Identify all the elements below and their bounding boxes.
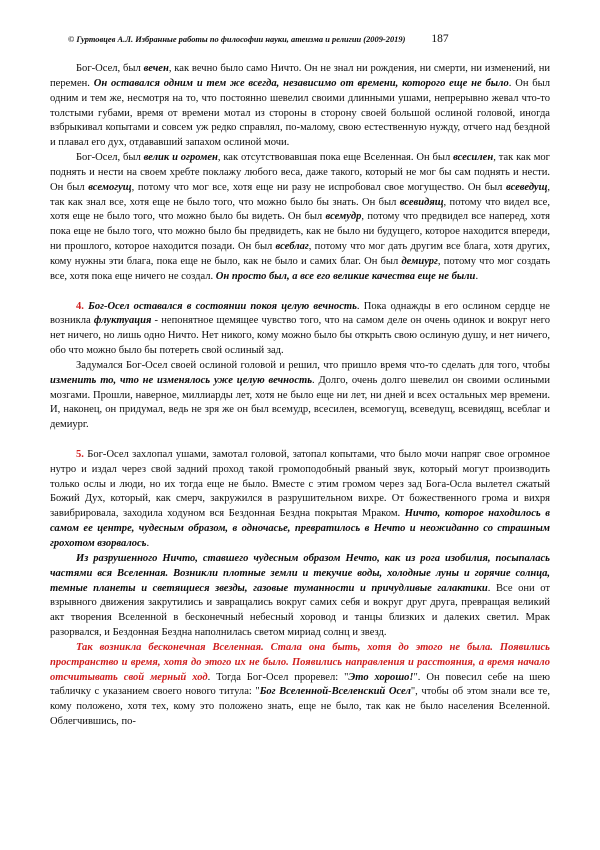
p1-emphasis-2: Он оставался одним и тем же всегда, независимо от времени, которого еще не было: [93, 77, 509, 89]
p3-text-1: . Пока однажды в его ослином сердце не возникла: [50, 300, 550, 327]
p2-emphasis-5: всевидящ: [399, 196, 444, 208]
p7-text-1: . Тогда Бог-Осел проревел: ": [207, 671, 349, 683]
paragraph-7: [50, 641, 550, 730]
p3-emphasis-2: флуктуация: [93, 315, 152, 327]
p2-emphasis-6: всемудр: [325, 211, 362, 223]
paragraph-4: [50, 359, 550, 433]
p7-emphasis-2: Бог Вселенной-Вселенский Осел: [259, 686, 411, 698]
p1-text-3: . Он был одним и тем же, несмотря на то, что постоянно шевелил своими длинными ушами, непрерывно жевал что-то толстыми губами, время от времени мотал из стороны в сторону своей большой ослиной головой, иногда взбрыкивал копытами и совсем уж редко справлял, по-малому, свою естественную нужду, отчего над бездной и плавал его дух, отдававший запахом ослиной мочи.: [50, 77, 550, 149]
p2-text-2: , как отсутствовавшая пока еще Вселенная. Он был: [217, 152, 454, 164]
p1-emphasis-1: вечен: [143, 63, 169, 74]
header-title: © Гуртовцев А.Л. Избранные работы по философии науки, атеизма и религии (2009-2019): [68, 35, 406, 44]
paragraph-2: [50, 151, 550, 285]
p2-emphasis-9: Он просто был, а все его великие качества еще не были: [215, 270, 476, 282]
p2-emphasis-4: всеведущ: [506, 181, 548, 193]
paragraph-6: [50, 552, 550, 641]
page-header: [50, 33, 550, 47]
p7-text-2: ". Он повесил себе на шею табличку с указанием своего нового титула: ": [50, 671, 550, 698]
p7-text-3: ", чтобы об этом знали все те, кому положено, хотя тех, кому это положено знать, еще не было, так как не было населения Вселенной. Облегчившись, по-: [50, 686, 550, 728]
p1-text-1: Бог-Осел, был: [76, 63, 144, 74]
paragraph-1: [50, 62, 550, 151]
p1-text-2: , как вечно было само Ничто. Он не знал ни рождения, ни смерти, ни изменений, ни перемен.: [50, 63, 550, 89]
p2-emphasis-2: всесилен: [453, 152, 494, 164]
page-number: 187: [431, 33, 449, 45]
section-number-5: 5.: [76, 448, 84, 460]
p6-text-1: . Все они от взрывного движения закрутились и завращались вокруг самих себя и вокруг друг друга, превращая великий акт творения Вселенной в бесконечный небесный хоровод и танцы близких и далеких светил. Мрак разорвался, и Бездонная Бездна наполнилась светом мириад солнц и звезд.: [50, 582, 550, 639]
p2-text-7: , потому что предвидел все наперед, хотя пока еще не было того, что можно было бы предвидеть, как не было ни будущего, которое находится впереди, ни прошлого, которое находится позади. Он был: [50, 211, 550, 253]
p2-text-9: , потому что мог создать все, хотя пока еще ничего не создал.: [50, 255, 550, 282]
section-number-4: 4.: [76, 300, 84, 312]
p5-text-2: .: [146, 538, 150, 549]
p2-emphasis-1: велик и огромен: [143, 152, 218, 164]
p2-emphasis-7: всеблаг: [275, 241, 309, 253]
p3-emphasis-1: Бог-Осел оставался в состоянии покоя целую вечность: [83, 300, 357, 312]
p3-text-2: - непонятное щемящее чувство того, что на самом деле он очень одинок и вокруг него нет ничего, но лишь одно Ничто. Нет никого, кому можно было бы открыть свою ослиную душу, и нет ничего, обо что можно было бы потереть свой ослиный зад.: [50, 315, 550, 357]
paragraph-3: [50, 300, 550, 359]
p2-text-10: .: [475, 270, 479, 282]
p7-red-emphasis: Так возникла бесконечная Вселенная. Стала она быть, хотя до этого не была. Появились пространство и время, хотя до этого их не было. Появились направления и расстояния, а время начало отсчитывать свой мерный ход: [50, 641, 550, 683]
page-body: [50, 62, 550, 730]
p2-text-5: , так как знал все, хотя еще не было того, что можно было бы знать. Он был: [50, 181, 551, 208]
paragraph-5: [50, 448, 550, 552]
p2-text-3: , так как мог поднять и нести на своем хребте поклажу любого веса, даже такого, который не мог бы сам поднять и нести. Он был: [50, 152, 550, 193]
p4-text-2: . Долго, очень долго шевелил он своими ослиными мозгами. Прошли, наверное, миллиарды лет, хотя не было еще ни лет, ни дней и всех остальных мер времени. И, наконец, он придумал, ведь не зря же он был всемудр, всесилен, всемогущ, всеведущ, всевидящ, всеблаг и демиург.: [50, 374, 550, 431]
p5-text-1: Бог-Осел захлопал ушами, замотал головой, затопал копытами, что было мочи напряг свое огромное нутро и издал через свой задний проход такой громоподобный рваный звук, который могут производить только ослы и люди, но их тогда еще не было. Вместе с этим громом через зад Бога-Осла вылетел сжатый Божий Дух, который, как смерч, закружился в разрушительном вихре. От божественного грома и вихря завибрировала, заходила ходуном вся Бездонная Бездна покрытая Мраком.: [50, 448, 550, 520]
p5-emphasis-1: Ничто, которое находилось в самом ее центре, чудесным образом, в одночасье, превратилось в Нечто и неожиданно со страшным грохотом взорвалось: [50, 508, 550, 549]
p6-emphasis-1: Из разрушенного Ничто, ставшего чудесным образом Нечто, как из рога изобилия, посыпалась частями вся Вселенная. Возникли плотные земли и текучие воды, холодные луны и горячие солнца, темные планеты и светящиеся звезды, газовые туманности и причудливые галактики: [50, 552, 550, 594]
p2-text-8: , потому что мог дать другим все блага, хотя других, кому нужны эти блага, пока еще не было, как не было и самих благ. Он был: [50, 241, 550, 267]
p2-text-1: Бог-Осел, был: [76, 152, 144, 164]
p2-text-6: , потому что видел все, хотя еще не было того, что можно было бы видеть. Он был: [50, 196, 550, 223]
p2-text-4: , потому что мог все, хотя еще ни разу не испробовал свое могущество. Он был: [131, 181, 507, 193]
p2-emphasis-8: демиург: [401, 255, 438, 267]
p2-emphasis-3: всемогущ: [88, 181, 132, 193]
p4-text-1: Задумался Бог-Осел своей ослиной головой и решил, что пришло время что-то сделать для того, чтобы: [76, 359, 550, 371]
p7-emphasis-1: Это хорошо!: [348, 671, 414, 683]
p4-emphasis-1: изменить то, что не изменялось уже целую вечность: [50, 374, 313, 386]
